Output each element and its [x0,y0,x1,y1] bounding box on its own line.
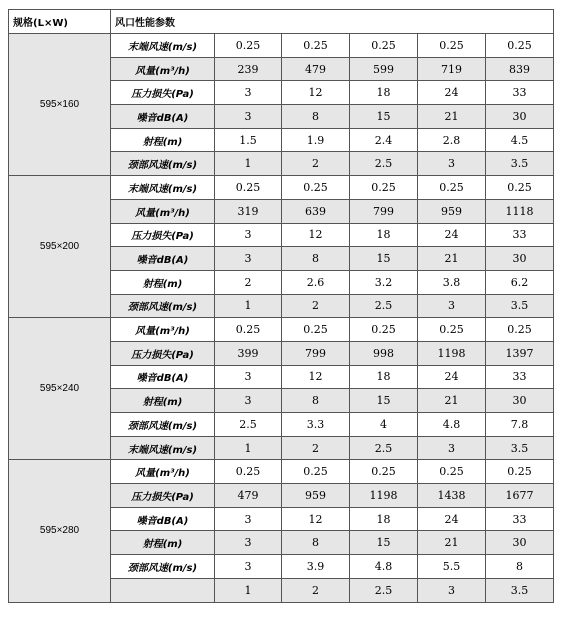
parameter-label: 噪音dB(A) [111,507,215,531]
parameter-label [111,578,215,602]
value-cell: 0.25 [486,460,554,484]
value-cell: 1 [215,578,282,602]
value-cell: 0.25 [486,318,554,342]
value-cell: 30 [486,105,554,129]
value-cell: 599 [350,57,418,81]
value-cell: 2 [215,270,282,294]
value-cell: 959 [282,484,350,508]
value-cell: 1198 [350,484,418,508]
value-cell: 3.3 [282,413,350,437]
value-cell: 21 [418,389,486,413]
value-cell: 2.4 [350,128,418,152]
value-cell: 2.8 [418,128,486,152]
value-cell: 0.25 [418,318,486,342]
value-cell: 3 [215,81,282,105]
parameter-label: 噪音dB(A) [111,365,215,389]
value-cell: 1 [215,152,282,176]
value-cell: 2 [282,152,350,176]
parameter-label: 末端风速(m/s) [111,34,215,58]
value-cell: 0.25 [350,318,418,342]
value-cell: 3 [215,531,282,555]
value-cell: 3.9 [282,555,350,579]
value-cell: 0.25 [350,34,418,58]
size-cell: 595×200 [9,176,111,318]
value-cell: 8 [486,555,554,579]
value-cell: 3 [418,294,486,318]
value-cell: 1397 [486,341,554,365]
value-cell: 799 [282,341,350,365]
value-cell: 15 [350,531,418,555]
value-cell: 21 [418,247,486,271]
table-row [9,318,554,342]
value-cell: 12 [282,223,350,247]
parameter-label: 压力损失(Pa) [111,223,215,247]
value-cell: 839 [486,57,554,81]
value-cell: 1438 [418,484,486,508]
value-cell: 3.5 [486,578,554,602]
value-cell: 2.5 [215,413,282,437]
parameter-label: 风量(m³/h) [111,57,215,81]
performance-table [8,9,554,603]
table-row [9,176,554,200]
value-cell: 30 [486,247,554,271]
value-cell: 0.25 [350,176,418,200]
parameter-label: 压力损失(Pa) [111,81,215,105]
value-cell: 479 [215,484,282,508]
value-cell: 4 [350,413,418,437]
table-row [9,34,554,58]
value-cell: 12 [282,365,350,389]
value-cell: 3 [215,247,282,271]
parameter-label: 噪音dB(A) [111,247,215,271]
value-cell: 0.25 [282,318,350,342]
value-cell: 0.25 [282,176,350,200]
value-cell: 21 [418,531,486,555]
value-cell: 0.25 [215,176,282,200]
value-cell: 319 [215,199,282,223]
value-cell: 33 [486,81,554,105]
value-cell: 15 [350,105,418,129]
value-cell: 3 [215,365,282,389]
value-cell: 24 [418,81,486,105]
parameter-label: 颈部风速(m/s) [111,294,215,318]
value-cell: 24 [418,223,486,247]
value-cell: 8 [282,105,350,129]
value-cell: 12 [282,81,350,105]
value-cell: 3.8 [418,270,486,294]
parameter-label: 压力损失(Pa) [111,484,215,508]
value-cell: 719 [418,57,486,81]
value-cell: 2.5 [350,436,418,460]
value-cell: 3 [215,555,282,579]
table-row [9,460,554,484]
value-cell: 3 [215,389,282,413]
parameter-label: 风量(m³/h) [111,318,215,342]
value-cell: 3 [418,436,486,460]
value-cell: 8 [282,247,350,271]
value-cell: 0.25 [282,34,350,58]
value-cell: 1198 [418,341,486,365]
size-cell: 595×240 [9,318,111,460]
value-cell: 998 [350,341,418,365]
value-cell: 1677 [486,484,554,508]
value-cell: 2 [282,436,350,460]
parameter-label: 射程(m) [111,389,215,413]
size-column-header: 规格(L×W) [9,10,111,34]
value-cell: 3 [418,578,486,602]
value-cell: 8 [282,389,350,413]
value-cell: 4.5 [486,128,554,152]
value-cell: 2.5 [350,152,418,176]
value-cell: 7.8 [486,413,554,437]
value-cell: 0.25 [418,460,486,484]
value-cell: 2 [282,578,350,602]
parameter-label: 射程(m) [111,128,215,152]
value-cell: 0.25 [282,460,350,484]
value-cell: 30 [486,389,554,413]
value-cell: 4.8 [350,555,418,579]
value-cell: 21 [418,105,486,129]
parameter-label: 噪音dB(A) [111,105,215,129]
parameter-label: 风量(m³/h) [111,199,215,223]
value-cell: 24 [418,365,486,389]
value-cell: 2.5 [350,294,418,318]
value-cell: 2.5 [350,578,418,602]
value-cell: 3 [215,105,282,129]
value-cell: 6.2 [486,270,554,294]
value-cell: 33 [486,223,554,247]
value-cell: 18 [350,507,418,531]
value-cell: 8 [282,531,350,555]
value-cell: 399 [215,341,282,365]
parameter-label: 末端风速(m/s) [111,176,215,200]
performance-column-header: 风口性能参数 [111,10,554,34]
value-cell: 3 [215,507,282,531]
value-cell: 0.25 [215,318,282,342]
value-cell: 4.8 [418,413,486,437]
parameter-label: 射程(m) [111,531,215,555]
parameter-label: 风量(m³/h) [111,460,215,484]
value-cell: 0.25 [486,176,554,200]
value-cell: 33 [486,507,554,531]
value-cell: 1 [215,294,282,318]
value-cell: 18 [350,81,418,105]
value-cell: 2 [282,294,350,318]
value-cell: 12 [282,507,350,531]
parameter-label: 颈部风速(m/s) [111,152,215,176]
value-cell: 799 [350,199,418,223]
value-cell: 3 [418,152,486,176]
value-cell: 1.9 [282,128,350,152]
value-cell: 3.5 [486,436,554,460]
value-cell: 959 [418,199,486,223]
parameter-label: 射程(m) [111,270,215,294]
value-cell: 3 [215,223,282,247]
size-cell: 595×280 [9,460,111,602]
value-cell: 239 [215,57,282,81]
value-cell: 0.25 [350,460,418,484]
value-cell: 30 [486,531,554,555]
value-cell: 1 [215,436,282,460]
value-cell: 0.25 [418,176,486,200]
value-cell: 18 [350,365,418,389]
value-cell: 3.2 [350,270,418,294]
value-cell: 15 [350,389,418,413]
parameter-label: 末端风速(m/s) [111,436,215,460]
value-cell: 5.5 [418,555,486,579]
value-cell: 639 [282,199,350,223]
value-cell: 24 [418,507,486,531]
value-cell: 0.25 [215,460,282,484]
parameter-label: 颈部风速(m/s) [111,413,215,437]
value-cell: 1118 [486,199,554,223]
value-cell: 0.25 [418,34,486,58]
size-cell: 595×160 [9,34,111,176]
value-cell: 1.5 [215,128,282,152]
header-row [9,10,554,34]
value-cell: 3.5 [486,152,554,176]
value-cell: 479 [282,57,350,81]
value-cell: 2.6 [282,270,350,294]
parameter-label: 颈部风速(m/s) [111,555,215,579]
value-cell: 18 [350,223,418,247]
value-cell: 0.25 [486,34,554,58]
value-cell: 33 [486,365,554,389]
value-cell: 15 [350,247,418,271]
value-cell: 0.25 [215,34,282,58]
parameter-label: 压力损失(Pa) [111,341,215,365]
value-cell: 3.5 [486,294,554,318]
